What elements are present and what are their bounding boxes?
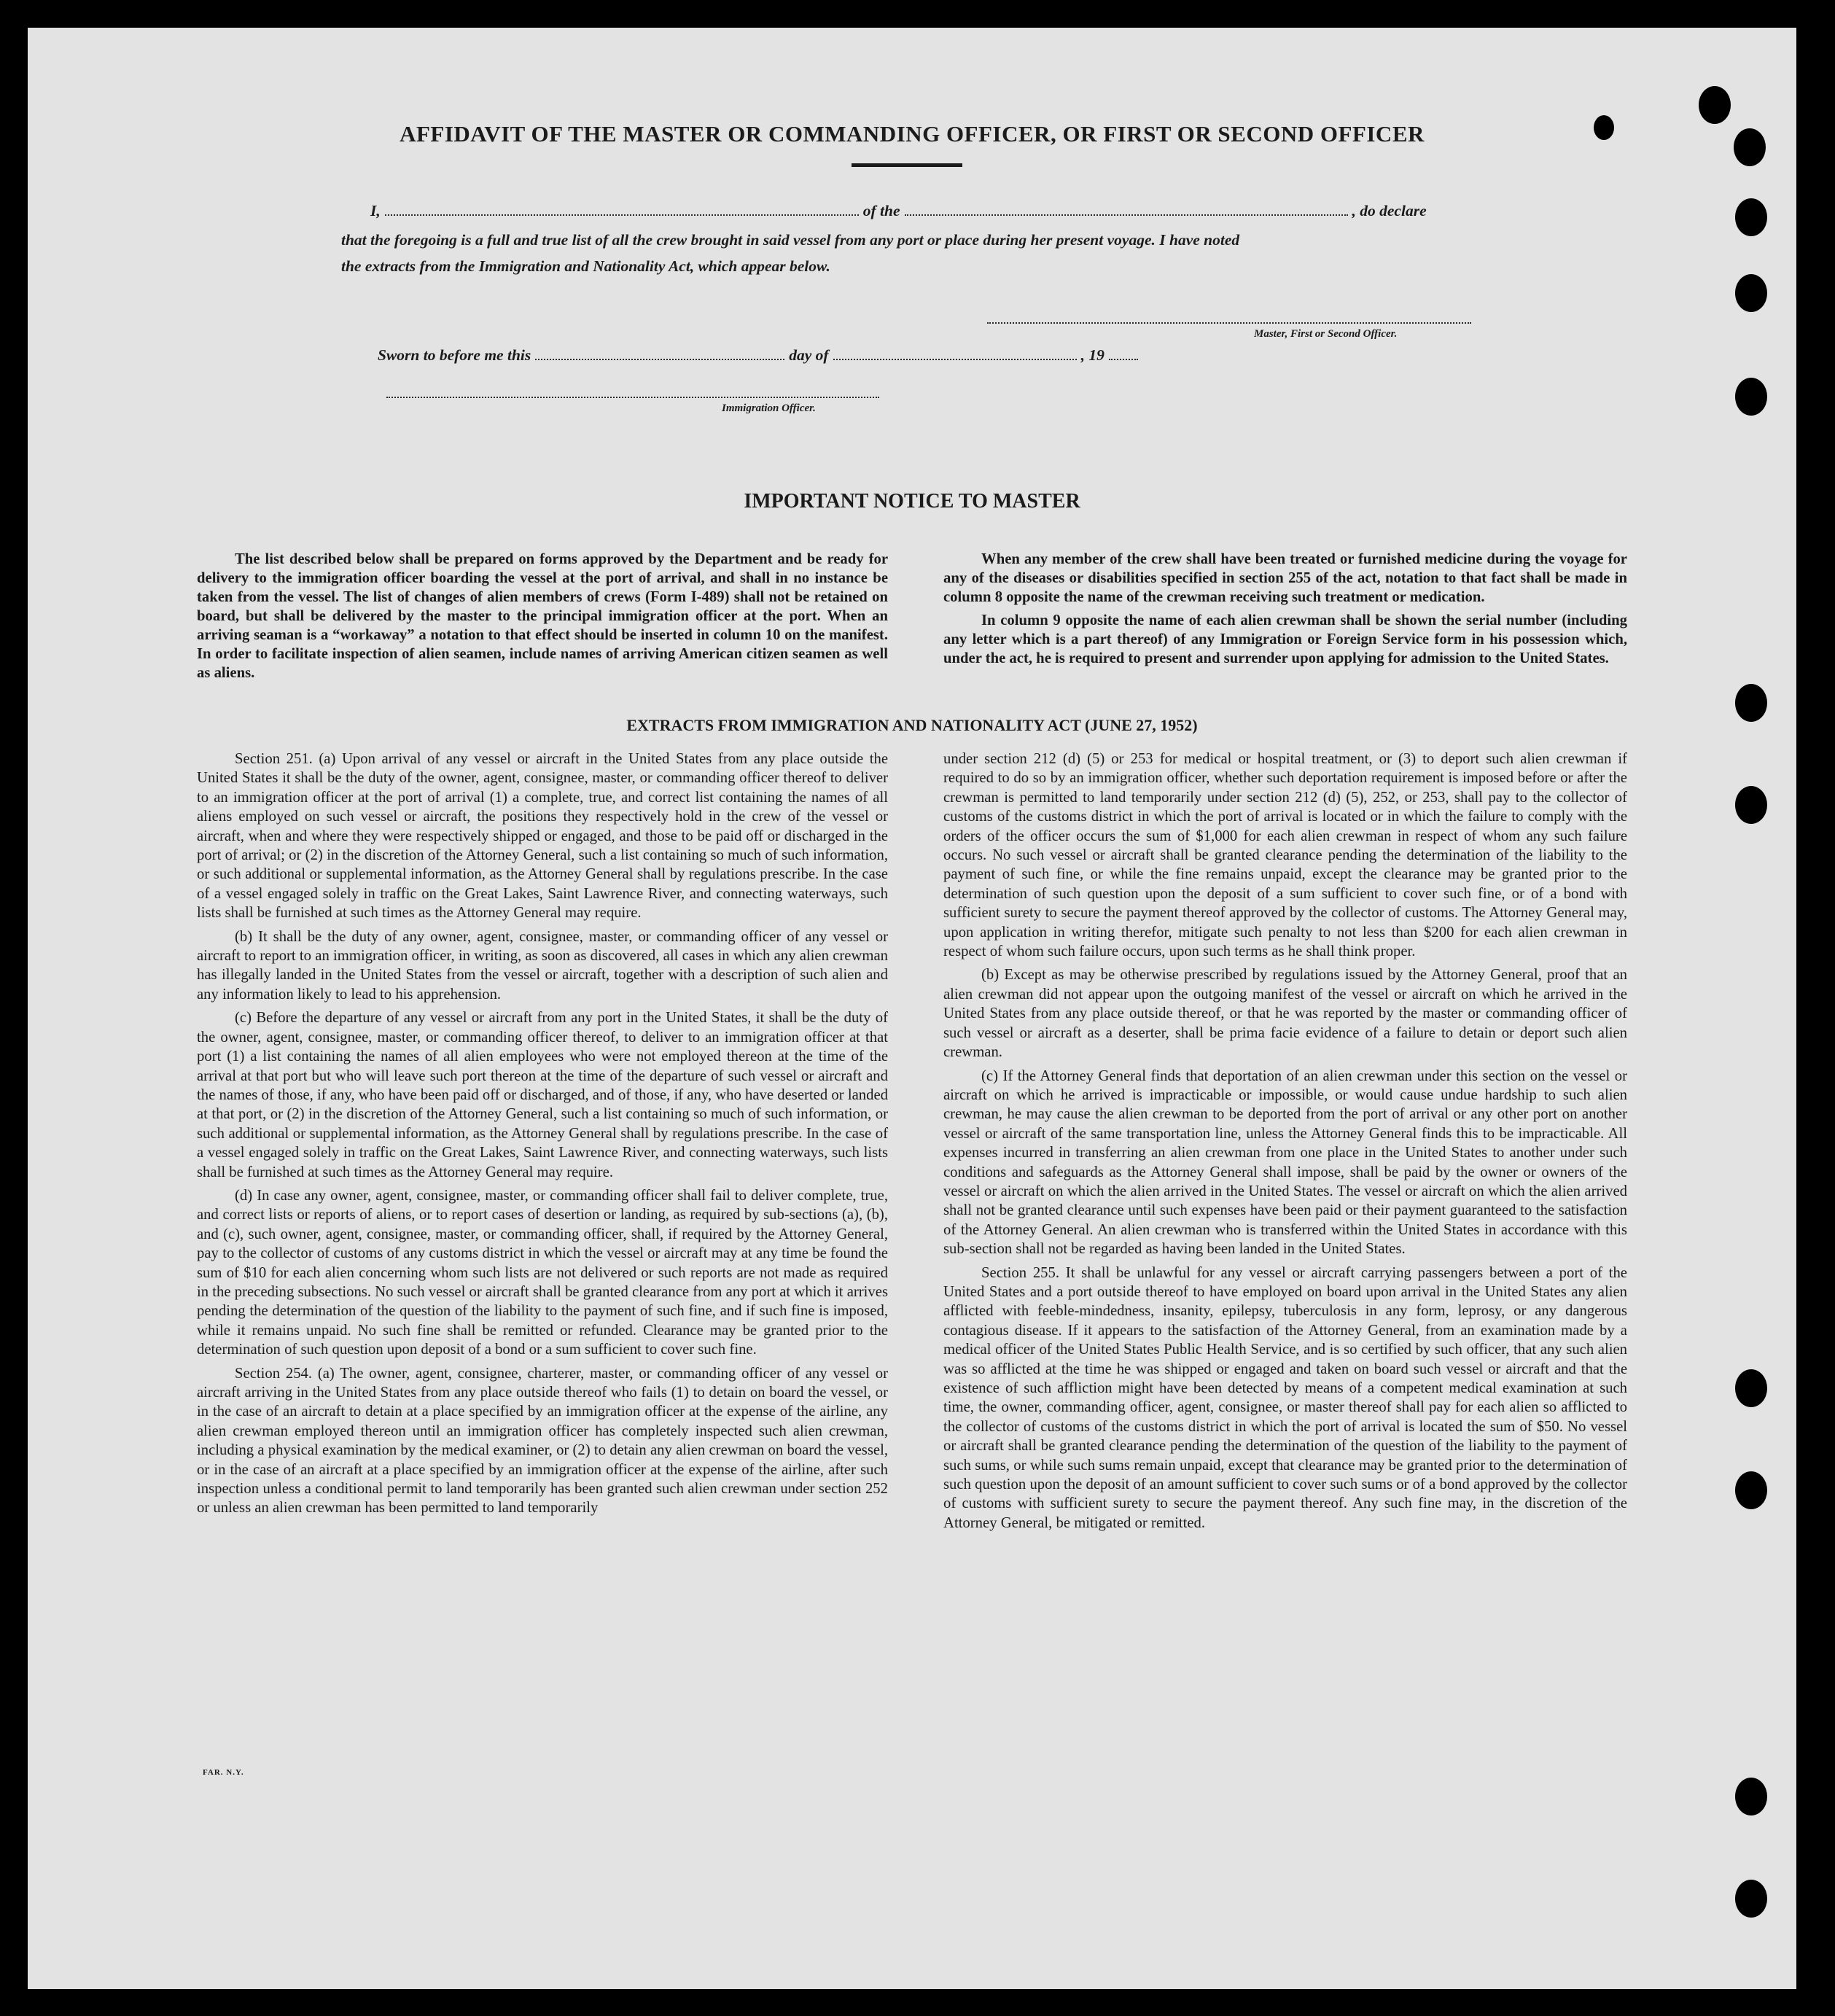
notice-left-paragraph bbox=[197, 550, 888, 687]
binder-hole bbox=[1735, 1778, 1767, 1815]
declarant-name-field[interactable] bbox=[385, 214, 859, 216]
master-signature-caption: Master, First or Second Officer. bbox=[1254, 328, 1398, 340]
sworn-line bbox=[378, 344, 1142, 366]
vessel-name-field[interactable] bbox=[905, 214, 1348, 216]
vessel-label: of the bbox=[862, 202, 900, 219]
notice-title: IMPORTANT NOTICE TO MASTER bbox=[744, 490, 1080, 513]
binder-hole bbox=[1735, 274, 1767, 312]
binder-hole bbox=[1735, 1369, 1767, 1407]
declaration-line-3: the extracts from the Immigration and Nationality Act, which appear below. bbox=[341, 257, 830, 275]
officer-signature-caption: Immigration Officer. bbox=[722, 402, 816, 414]
sworn-label: Sworn to before me this bbox=[378, 346, 531, 364]
officer-signature-line[interactable] bbox=[386, 397, 879, 398]
day-of-label: day of bbox=[789, 346, 829, 364]
section-251-b: (b) It shall be the duty of any owner, agent, consignee, master, or commanding officer of any vessel or aircraft to report to an immigration officer, in writing, as soon as discovered, all cases in which any alien crewman has illegally landed in the United States from the vessel or aircraft, together with a description of such alien and any information likely to lead to his apprehension. bbox=[197, 928, 888, 1003]
year-label: , 19 bbox=[1080, 346, 1104, 364]
master-signature-line[interactable] bbox=[987, 322, 1471, 324]
declare-label: , do declare bbox=[1352, 202, 1427, 219]
affidavit-title: AFFIDAVIT OF THE MASTER OR COMMANDING OFFICER, OR FIRST OR SECOND OFFICER bbox=[400, 121, 1425, 147]
sworn-month-field[interactable] bbox=[833, 359, 1077, 360]
form-page bbox=[28, 28, 1796, 1989]
section-254-a-continued: under section 212 (d) (5) or 253 for medical or hospital treatment, or (3) to deport such alien crewman if required to do so by an immigration officer, whether such deportation requirement is imposed before or after the crewman is permitted to land temporarily under section 212 (d) (5), 252, or 253, shall pay to the collector of customs of the customs district in which the port of arrival is located or in which the failure to comply with the orders of the officer occurs the sum of $1,000 for each alien crewman in respect of whom any such failure occurs. No such vessel or aircraft shall be granted clearance pending the determination of the liability to the payment of such fine, or while the fine remains unpaid, except the clearance may be granted prior to the determination of such question upon the deposit of a sum sufficient to cover such fine, or of a bond with sufficient surety to secure the payment thereof approved by the collector of customs. The Attorney General may, upon application in writing therefor, mitigate such penalty to not less than $200 for each alien crewman in respect of whom such failure occurs, upon such terms as he shall think proper. bbox=[943, 751, 1627, 960]
binder-hole bbox=[1699, 86, 1731, 124]
notice-right-paragraphs bbox=[943, 550, 1627, 672]
section-251-c: (c) Before the departure of any vessel or aircraft from any port in the United States, it shall be the duty of the owner, agent, consignee, master, or commanding officer thereof, to deliver to an immigration officer at that port (1) a list containing the names of all alien employees who were not employed thereon at the time of the arrival at that port but who will leave such port thereon at the time of the departure of such vessel or aircraft and the names of those, if any, who have been paid off or discharged, and of those, if any, who have deserted or landed at that port, or (2) in the discretion of the Attorney General, such a list containing so much of such information, or such additional or supplemental information, as the Attorney General shall by regulations prescribe. In the case of a vessel engaged solely in traffic on the Great Lakes, Saint Lawrence River, and connecting waterways, such lists shall be furnished at such times as the Attorney General may require. bbox=[197, 1010, 888, 1180]
section-254-b: (b) Except as may be otherwise prescribed by regulations issued by the Attorney General, proof that an alien crewman did not appear upon the outgoing manifest of the vessel or aircraft on which he arrived in the United States from any place outside thereof, or that he was reported by the master or commanding officer of such vessel or aircraft as a deserter, shall be prima facie evidence of a failure to detain or deport such alien crewman. bbox=[943, 967, 1627, 1061]
extracts-title: EXTRACTS FROM IMMIGRATION AND NATIONALITY ACT (JUNE 27, 1952) bbox=[626, 716, 1198, 734]
sworn-year-field[interactable] bbox=[1109, 359, 1138, 360]
binder-hole bbox=[1735, 378, 1767, 416]
declaration-line-1 bbox=[370, 200, 1427, 222]
extracts-right-column bbox=[943, 750, 1627, 1537]
sworn-day-field[interactable] bbox=[535, 359, 784, 360]
section-255: Section 255. It shall be unlawful for any vessel or aircraft carrying passengers between a port of the United States and a port outside thereof to have employed on board upon arrival in the United States any alien afflicted with feeble-mindedness, insanity, epilepsy, tuberculosis in any form, leprosy, or any dangerous contagious disease. If it appears to the satisfaction of the Attorney General, from an examination made by a medical officer of the United States Public Health Service, and is so certified by such officer, that any such alien was so afflicted at the time he was shipped or engaged and taken on board such vessel or aircraft and that the existence of such affliction might have been detected by means of a competent medical examination at such time, the owner, commanding officer, agent, consignee, or master thereof shall pay for each alien so afflicted to the collector of customs of the customs district in which the port of arrival is located the sum of $50. No vessel or aircraft shall be granted clearance pending the determination of the question of the liability to the payment of such sums, or while such sums remain unpaid, except that clearance may be granted prior to the determination of such question upon the deposit of an amount sufficient to cover such sums or of a bond approved by the collector of customs with sufficient surety to secure the payment thereof. Any such fine may, in the discretion of the Attorney General, be mitigated or remitted. bbox=[943, 1264, 1627, 1531]
notice-left-text: The list described below shall be prepared on forms approved by the Department and be ready for delivery to the immigration officer boarding the vessel at the port of arrival, and shall in no instance be taken from the vessel. The list of changes of alien members of crews (Form I-489) shall not be retained on board, but shall be delivered by the master to the principal immigration officer at the port. When an arriving seaman is a “workaway” a notation to that effect should be inserted in column 10 on the manifest. In order to facilitate inspection of alien seamen, include names of arriving American citizen seamen as well as aliens. bbox=[197, 551, 888, 681]
binder-hole bbox=[1735, 1880, 1767, 1918]
binder-hole bbox=[1735, 786, 1767, 824]
notice-right-text-1: When any member of the crew shall have been treated or furnished medicine during the voyage for any of the diseases or disabilities specified in section 255 of the act, notation to that fact shall be made in column 8 opposite the name of the crewman receiving such treatment or medication. bbox=[943, 551, 1627, 605]
section-251-a: Section 251. (a) Upon arrival of any vessel or aircraft in the United States from any place outside the United States it shall be the duty of the owner, agent, consignee, master, or commanding officer thereof to deliver to an immigration officer at the port of arrival (1) a complete, true, and correct list containing the names of all aliens employed on such vessel or aircraft, the positions they respectively hold in the crew of the vessel or aircraft, when and where they were respectively shipped or engaged, and those to be paid off or discharged in the port of arrival; or (2) in the discretion of the Attorney General, such a list containing so much of such information, or such additional or supplemental information, as the Attorney General shall by regulations prescribe. In the case of a vessel engaged solely in traffic on the Great Lakes, Saint Lawrence River, and connecting waterways, such lists shall be furnished at such times as the Attorney General may require. bbox=[197, 751, 888, 922]
notice-right-text-2: In column 9 opposite the name of each alien crewman shall be shown the serial number (including any letter which is a part thereof) of any Immigration or Foreign Service form in his possession which, under the act, he is required to present and surrender upon applying for admission to the United States. bbox=[943, 612, 1627, 666]
extracts-left-column bbox=[197, 750, 888, 1522]
declaration-line-2: that the foregoing is a full and true list of all the crew brought in said vessel from any port or place during her present voyage. I have noted bbox=[341, 231, 1240, 249]
section-254-a: Section 254. (a) The owner, agent, consignee, charterer, master, or commanding officer of any vessel or aircraft arriving in the United States from any place outside thereof who fails (1) to detain on board the vessel, or in the case of an aircraft to detain at a place specified by an immigration officer at the expense of the airline, any alien crewman employed thereon until an immigration officer has completely inspected such alien crewman, including a physical examination by the medical examiner, or (2) to detain any alien crewman on board the vessel, or in the case of an aircraft at a place specified by an immigration officer at the expense of the airline, after such inspection unless a conditional permit to land temporarily has been granted such alien crewman under section 252 or unless an alien crewman has been permitted to land temporarily bbox=[197, 1365, 888, 1517]
binder-hole bbox=[1735, 198, 1767, 236]
section-251-d: (d) In case any owner, agent, consignee, master, or commanding officer shall fail to deliver complete, true, and correct lists or reports of aliens, or to report cases of desertion or landing, as required by sub-sections (a), (b), and (c), such owner, agent, consignee, master, or commanding officer, shall, if required by the Attorney General, pay to the collector of customs of any customs district in which the vessel or aircraft may at any time be found the sum of $10 for each alien concerning whom such lists are not delivered or such reports are not made as required in the preceding subsections. No such vessel or aircraft shall be granted clearance from any port at which it arrives pending the determination of the question of the liability to the payment of such fine, and if such fine is imposed, while it remains unpaid. No such fine shall be remitted or refunded. Clearance may be granted prior to the determination of such question upon deposit of a bond or a sum sufficient to cover such fine. bbox=[197, 1187, 888, 1358]
declarant-label: I, bbox=[370, 202, 381, 219]
printer-mark: FAR. N.Y. bbox=[203, 1768, 244, 1777]
title-underline bbox=[852, 163, 962, 167]
section-254-c: (c) If the Attorney General finds that deportation of an alien crewman under this section on the vessel or aircraft on which he arrived is impracticable or impossible, or would cause undue hardship to such alien crewman, he may cause the alien crewman to be deported from the port of arrival or any other port on another vessel or aircraft of the same transportation line, unless the Attorney General finds this to be impracticable. All expenses incurred in transferring an alien crewman from one place in the United States to another under such conditions and safeguards as the Attorney General shall impose, shall be paid by the owner or owners of the vessel or aircraft on which the alien arrived in the United States. The vessel or aircraft on which the alien arrived shall not be granted clearance until such expenses have been paid or their payment guaranteed to the satisfaction of the Attorney General. An alien crewman who is transferred within the United States in accordance with this sub-section shall not be regarded as having been landed in the United States. bbox=[943, 1067, 1627, 1258]
binder-hole bbox=[1735, 1471, 1767, 1509]
